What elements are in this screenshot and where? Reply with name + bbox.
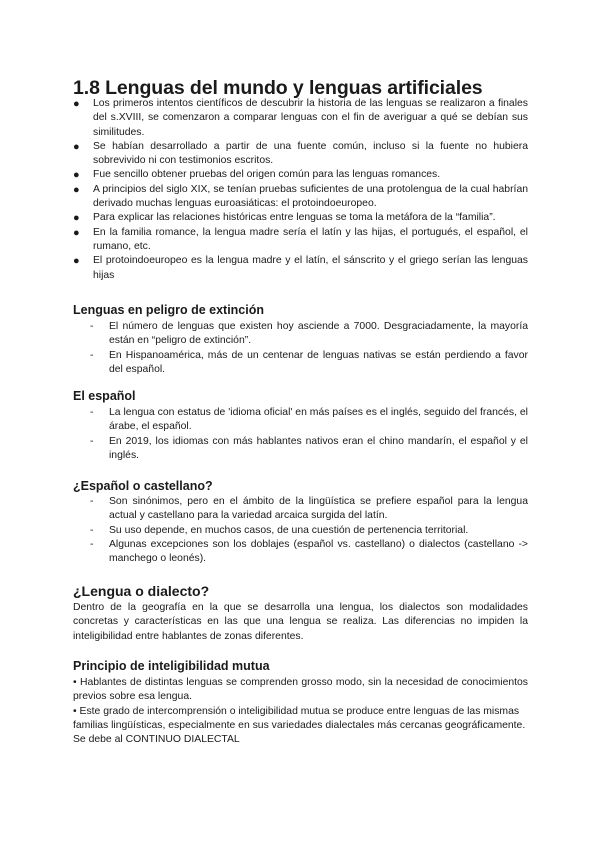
list-item: - Su uso depende, en muchos casos, de una cuestión de pertenencia territorial. [73,524,528,538]
dash-icon: - [90,524,94,536]
bullet-icon: ● [73,169,80,182]
dash-list [73,406,528,463]
section-heading: ¿Lengua o dialecto? [73,583,210,599]
section-dialecto [73,583,528,644]
bullet-icon: ● [73,140,80,153]
list-item: - Son sinónimos, pero en el ámbito de la lingüística se prefiere español para la lengua actual y castellano para la variedad arcaica surgida del latín. [90,496,528,522]
section-castellano [73,478,528,566]
bullet-icon: ● [73,98,80,110]
bullet-icon: ● [73,183,80,196]
section-heading: El español [73,389,136,403]
list-item: ● A principios del siglo XIX, se tenían pruebas suficientes de una protolengua de la cual habrían derivado muchas lenguas euroasiáticas: el protoindoeuropeo. [73,183,528,210]
section-heading: Lenguas en peligro de extinción [73,303,265,317]
paragraph: • Este grado de intercomprensión o inteligibilidad mutua se produce entre lenguas de las mismas familias lingüísticas, especialmente en sus variedades dialectales más cercanas geográficamente. Se debe al CONTINUO DIALECTAL [73,705,526,746]
list-item: ● El protoindoeuropeo es la lengua madre y el latín, el sánscrito y el griego serían las lenguas hijas [73,255,528,281]
dash-icon: - [90,321,94,332]
intro-bullet-list [73,97,528,283]
dash-icon: - [90,435,94,447]
dash-list [73,495,528,566]
list-item: ● Los primeros intentos científicos de descubrir la historia de las lenguas se realizaron a finales del s.XVIII, se comenzaron a comparar lenguas con el fin de averiguar a qué se debían sus similitudes. [73,98,528,138]
list-item: ● Fue sencillo obtener pruebas del origen común para las lenguas romances. [73,169,441,182]
bullet-icon: ● [73,255,80,268]
dash-icon: - [90,496,94,507]
list-item: - En 2019, los idiomas con más hablantes nativos eran el chino mandarín, el español y el inglés. [90,435,528,461]
section-peligro [73,302,528,377]
paragraph: Dentro de la geografía en la que se desarrolla una lengua, los dialectos son modalidades concretas y características en las que una lengua se realiza. Las diferencias no impiden la inteligibilidad entre hablantes de zonas diferentes. [73,602,528,642]
section-espanol [73,388,528,463]
dash-list [73,320,528,377]
list-item: - El número de lenguas que existen hoy asciende a 7000. Desgraciadamente, la mayoría están en “peligro de extinción”. [90,321,528,347]
dash-icon: - [90,407,94,418]
paragraph: • Hablantes de distintas lenguas se comprenden grosso modo, sin la necesidad de conocimientos previos sobre esa lengua. [73,677,528,703]
section-heading: Principio de inteligibilidad mutua [73,659,270,673]
list-item: - La lengua con estatus de 'idioma oficial' en más países es el inglés, seguido del francés, el árabe, el español. [90,407,528,433]
list-item: ● Se habían desarrollado a partir de una fuente común, incluso si la fuente no hubiera sobrevivido ni con testimonios escritos. [73,140,528,167]
bullet-icon: ● [73,212,80,225]
list-item: - En Hispanoamérica, más de un centenar de lenguas nativas se están perdiendo a favor del español. [90,349,528,375]
bullet-icon: ● [73,226,80,239]
list-item: ● Para explicar las relaciones históricas entre lenguas se toma la metáfora de la “familia”. [73,212,496,225]
section-inteligibilidad [73,658,528,747]
dash-icon: - [90,349,94,361]
page-title: 1.8 Lenguas del mundo y lenguas artificiales [73,77,483,99]
list-item: ● En la familia romance, la lengua madre sería el latín y las hijas, el portugués, el español, el rumano, etc. [73,226,528,252]
list-item: - Algunas excepciones son los doblajes (español vs. castellano) o dialectos (castellano -> manchego o leonés). [90,538,528,565]
section-heading: ¿Español o castellano? [73,479,213,493]
dash-icon: - [90,538,94,550]
